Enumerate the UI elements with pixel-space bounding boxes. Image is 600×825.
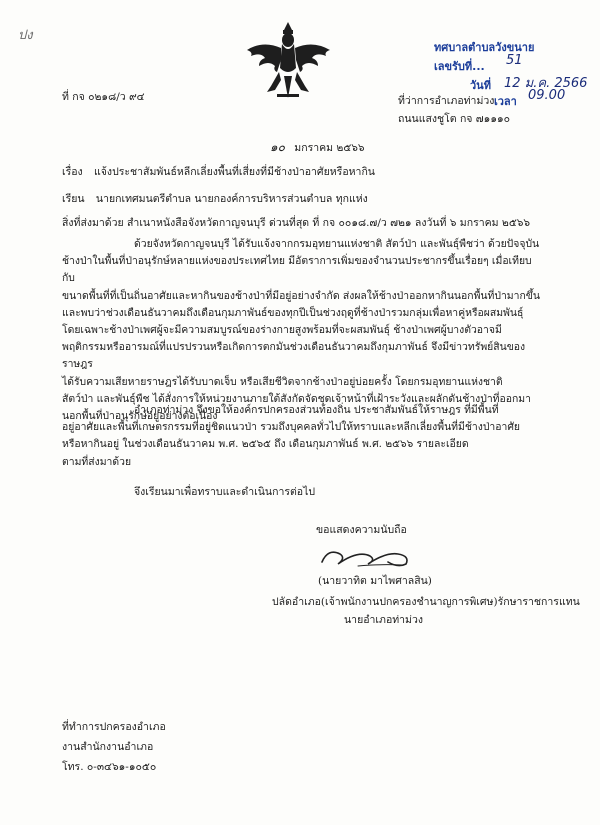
paragraph-1-line: ด้วยจังหวัดกาญจนบุรี ได้รับแจ้งจากกรมอุทยานแห่งชาติ สัตว์ป่า และพันธุ์พืชว่า ด้วยปัจจุบัน [134, 238, 540, 250]
handwritten-signature [318, 544, 418, 570]
stamp-org: ทศบาลตำบลวังขนาย [434, 41, 535, 54]
attachment-line: สิ่งที่ส่งมาด้วย สำเนาหนังสือจังหวัดกาญจนบุรี ด่วนที่สุด ที่ กจ ๐๐๑๘.๗/ว ๗๒๑ ลงวันที่ ๖ มกราคม ๒๕๖๖ [62, 217, 531, 229]
subject-text: แจ้งประชาสัมพันธ์หลีกเลี่ยงพื้นที่เสี่ยงที่มีช้างป่าอาศัยหรือหากิน [94, 166, 375, 178]
paragraph-1-line: และพบว่าช่วงเดือนธันวาคมถึงเดือนกุมภาพันธ์ของทุกปีเป็นช่วงฤดูที่ช้างป่ารวมกลุ่มเพื่อหาคู่หรือผสมพันธุ์ [62, 306, 524, 319]
stamp-date-value: 12 ม.ค. 2566 [504, 76, 588, 91]
paragraph-2-line: หรือหากินอยู่ ในช่วงเดือนธันวาคม พ.ศ. ๒๕๖๕ ถึง เดือนกุมภาพันธ์ พ.ศ. ๒๕๖๖ รายละเอียด [62, 438, 469, 451]
signer-title-line-2: นายอำเภอท่าม่วง [344, 614, 424, 626]
document-number: ที่ กจ ๐๒๑๘/ว ๙๔ [62, 91, 145, 103]
paragraph-1-line: พฤติกรรมหรืออารมณ์ที่แปรปรวนหรือเกิดการตกมันช่วงเดือนธันวาคมถึงกุมภาพันธ์ จึงมีข่าวทรัพย์สินของราษฎร [62, 341, 526, 371]
footer-phone: โทร. ๐-๓๔๖๑-๑๐๕๐ [62, 761, 157, 773]
stamp-recv-label: เลขรับที่... [434, 60, 485, 73]
paragraph-2-line: อำเภอท่าม่วง จึงขอให้องค์กรปกครองส่วนท้องถิ่น ประชาสัมพันธ์ให้ราษฎร ที่มีพื้นที่ [134, 404, 499, 416]
paragraph-1-line: โดยเฉพาะช้างป่าเพศผู้จะมีความสมบูรณ์ของร่างกายสูงพร้อมที่จะผสมพันธุ์ ช้างป่าเพศผู้บางตัวอาจมี [62, 324, 502, 337]
paragraph-2-line: อยู่อาศัยและพื้นที่เกษตรกรรมที่อยู่ชิดแนวป่า รวมถึงบุคคลทั่วไปให้ทราบและหลีกเลี่ยงพื้นที่มีช้างป่าอาศัย [62, 421, 521, 434]
stamp-recv-no: 51 [506, 53, 523, 68]
paragraph-3: จึงเรียนมาเพื่อทราบและดำเนินการต่อไป [134, 486, 316, 498]
paragraph-1-line: สัตว์ป่า และพันธุ์พืช ได้สั่งการให้หน่วยงานภายใต้สังกัดจัดชุดเจ้าหน้าที่เฝ้าระวังและผลักดันช้างป่าที่ออกมา [62, 392, 531, 405]
subject-line [62, 163, 375, 180]
paragraph-1 [62, 236, 542, 425]
paragraph-1-line: ขนาดพื้นที่ที่เป็นถิ่นอาศัยและหากินของช้างป่าที่มีอยู่อย่างจำกัด ส่งผลให้ช้างป่าออกหากินนอกพื้นที่ป่ามากขึ้น [62, 289, 540, 302]
handwritten-corner-note: ปง [18, 28, 33, 43]
closing: ขอแสดงความนับถือ [316, 524, 407, 536]
footer-office: ที่ทำการปกครองอำเภอ [62, 721, 166, 733]
subject-label: เรื่อง [62, 166, 83, 178]
letter-date-month-year: มกราคม ๒๕๖๖ [294, 142, 365, 154]
paragraph-1-line: ได้รับความเสียหายราษฎรได้รับบาดเจ็บ หรือเสียชีวิตจากช้างป่าอยู่บ่อยครั้ง โดยกรมอุทยานแห่งชาติ [62, 375, 503, 388]
recipient-label: เรียน [62, 193, 85, 205]
garuda-emblem-icon [241, 20, 336, 104]
recipient-line [62, 190, 368, 207]
signer-title-line-1: ปลัดอำเภอ(เจ้าพนักงานปกครองชำนาญการพิเศษ)รักษาราชการแทน [272, 596, 580, 608]
paragraph-2 [62, 402, 542, 471]
paragraph-2-line: ตามที่ส่งมาด้วย [62, 455, 132, 468]
stamp-time-label: เวลา [494, 95, 517, 108]
stamp-time-value: 09.00 [528, 88, 566, 103]
signer-name: (นายวาทิต มาไพศาลสิน) [318, 575, 432, 587]
paragraph-1-line: ช้างป่าในพื้นที่ป่าอนุรักษ์หลายแห่งของประเทศไทย มีอัตราการเพิ่มของจำนวนประชากรขึ้นเรื่อยๆ เมื่อเทียบกับ [62, 255, 532, 285]
sender-address-line-1: ที่ว่าการอำเภอท่าม่วง [398, 95, 495, 107]
letter-date-day: ๑๐ [270, 140, 285, 154]
sender-address-line-2: ถนนแสงชูโต กจ ๗๑๑๑๐ [398, 113, 511, 125]
stamp-date-label: วันที่ [470, 79, 491, 92]
letter-date [270, 138, 365, 157]
paragraph-1-line: นอกพื้นที่ป่าอนุรักษ์อยู่อย่างต่อเนื่อง [62, 410, 218, 423]
recipient-text: นายกเทศมนตรีตำบล นายกองค์การบริหารส่วนตำบล ทุกแห่ง [95, 193, 368, 205]
footer-department: งานสำนักงานอำเภอ [62, 741, 154, 753]
